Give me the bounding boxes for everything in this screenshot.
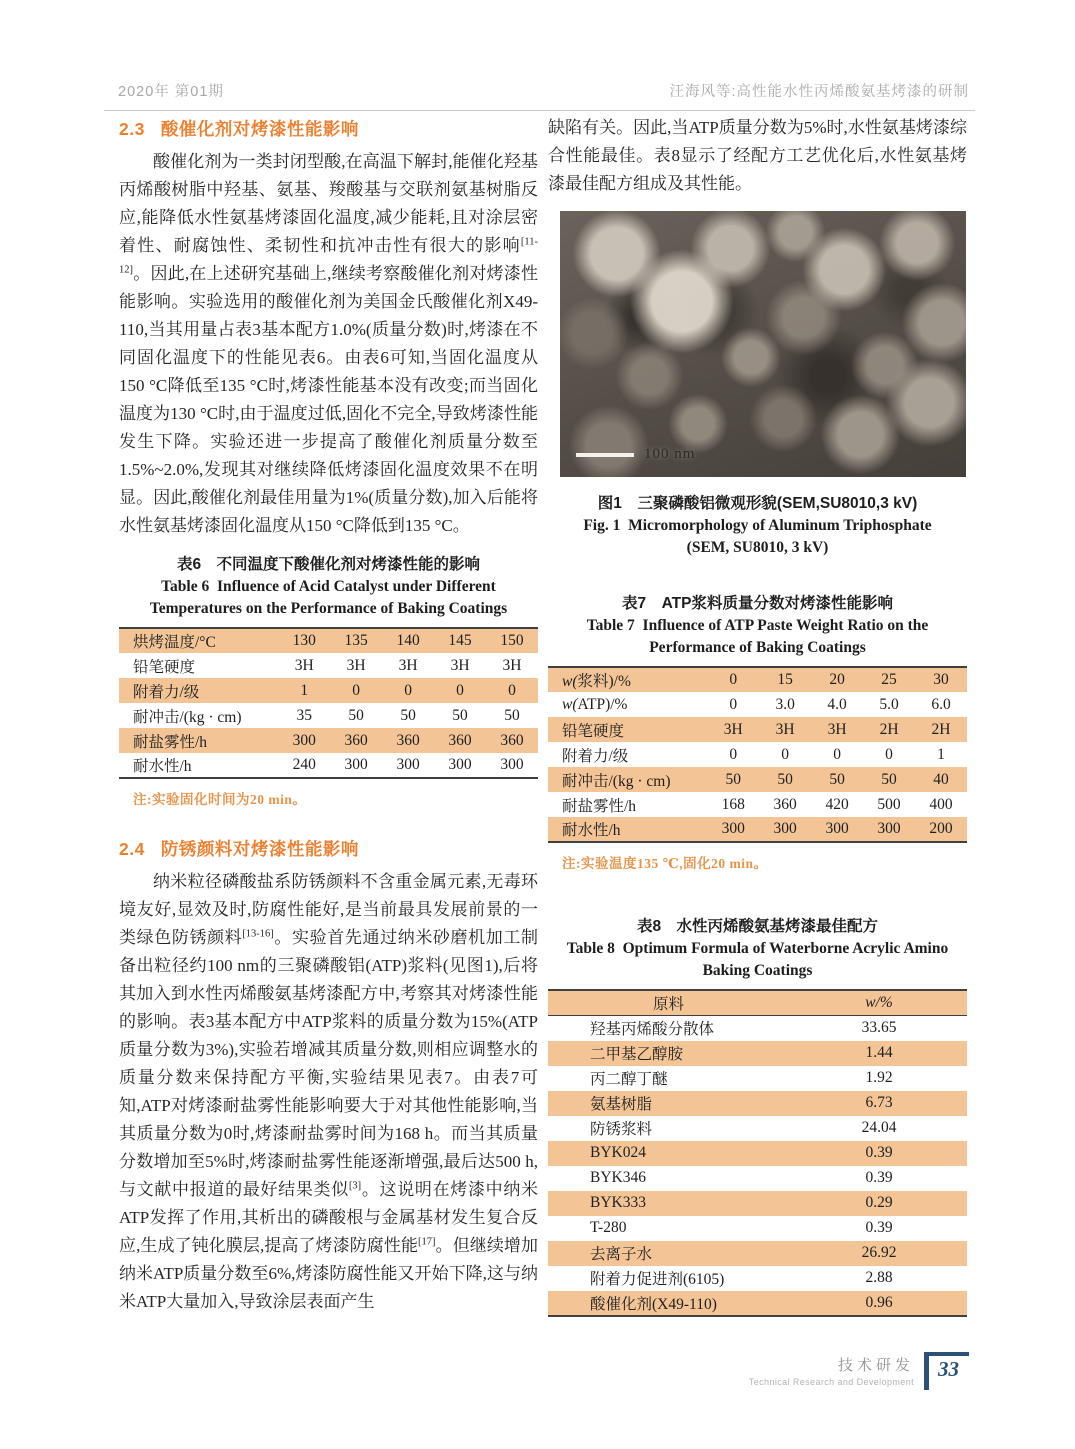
cell-value: 300: [721, 820, 745, 837]
row-label: 耐水性/h: [562, 822, 621, 839]
cell-value: 50: [881, 770, 897, 788]
cell-value: 1.92: [865, 1069, 893, 1086]
cell-value: 3H: [827, 720, 847, 738]
cell-value: 24.04: [861, 1119, 897, 1136]
citation-superscript: [17]: [418, 1236, 436, 1248]
table-row: [548, 1216, 967, 1241]
cell-value: 4.0: [827, 695, 847, 713]
table6-caption-en-line2: Temperatures on the Performance of Baking Coatings: [149, 600, 508, 617]
table-row: [548, 1191, 967, 1216]
table8-caption-zh: 表8 水性丙烯酸氨基烤漆最佳配方: [636, 918, 879, 935]
row-label: 耐冲击/(kg · cm): [562, 772, 671, 790]
cell-value: 3.0: [775, 695, 795, 713]
cell-value: 360: [773, 795, 797, 813]
footer-label-en: Technical Research and Development: [748, 1377, 914, 1387]
cell-value: 0: [456, 681, 464, 699]
table6-caption-zh: 表6 不同温度下酸催化剂对烤漆性能的影响: [176, 556, 481, 573]
cell-value: 3H: [723, 720, 743, 738]
cell-value: 3H: [775, 720, 795, 738]
cell-value: 20: [829, 671, 845, 688]
footer-labels: [749, 1352, 914, 1387]
cell-value: 360: [344, 731, 368, 749]
row-label: 耐盐雾性/h: [133, 733, 208, 751]
row-label: 耐盐雾性/h: [562, 797, 637, 815]
cell-value: 5.0: [879, 695, 899, 713]
section-number: 2.3: [119, 119, 145, 139]
citation-superscript: [3]: [348, 1180, 362, 1192]
cell-value: 300: [500, 756, 524, 773]
table7-caption-en-line2: Performance of Baking Coatings: [649, 639, 866, 656]
table-row: [548, 692, 967, 717]
table-row: [119, 703, 538, 728]
row-label: 附着力促进剂(6105): [590, 1271, 725, 1288]
row-label: BYK346: [590, 1169, 646, 1186]
scale-bar-label: 100 nm: [644, 446, 696, 462]
table8-caption-en-line1: Table 8 Optimum Formula of Waterborne Acrylic Amino: [566, 940, 949, 957]
cell-value: 0: [729, 745, 738, 763]
row-label: 耐冲击/(kg · cm): [133, 708, 242, 726]
cell-value: 3H: [398, 656, 418, 674]
row-label: w(浆料)/%: [562, 673, 631, 690]
row-label: 酸催化剂(X49-110): [590, 1295, 717, 1313]
cell-value: 200: [929, 820, 953, 837]
table-row: [548, 667, 967, 692]
cell-value: 40: [933, 770, 949, 788]
table-header-row: [548, 990, 967, 1016]
cell-value: 150: [500, 632, 524, 649]
cell-value: 30: [933, 671, 949, 688]
table8: [548, 989, 967, 1317]
table-row: [548, 1041, 967, 1066]
cell-value: 50: [504, 706, 520, 724]
cell-value: 3H: [346, 656, 366, 674]
table-row: [119, 678, 538, 703]
cell-value: 26.92: [861, 1244, 897, 1261]
sem-scale-bar: [576, 446, 695, 463]
cell-value: 300: [877, 820, 901, 837]
row-label: 耐水性/h: [133, 758, 192, 775]
cell-value: 2.88: [865, 1269, 893, 1286]
cell-value: 3H: [450, 656, 470, 674]
cell-value: 300: [448, 756, 472, 773]
table-row: [548, 767, 967, 792]
table6-note: 注:实验固化时间为20 min。: [133, 792, 307, 807]
cell-value: 135: [344, 632, 368, 649]
cell-value: 360: [396, 731, 420, 749]
table7-caption-en-line1: Table 7 Influence of ATP Paste Weight Ratio on the: [586, 617, 929, 634]
table-row: [548, 1066, 967, 1091]
cell-value: 0: [729, 695, 738, 713]
table-row: [548, 1241, 967, 1266]
row-label: 烘烤温度/°C: [133, 634, 216, 651]
table8-caption-en-line2: Baking Coatings: [702, 962, 813, 979]
cell-value: 140: [396, 632, 420, 649]
cell-value: 50: [829, 770, 845, 788]
cell-value: 360: [448, 731, 472, 749]
section-2-3-heading: [119, 116, 538, 142]
cell-value: 0: [729, 671, 738, 688]
citation-superscript: [13-16]: [242, 928, 274, 940]
cell-value: 400: [929, 795, 953, 813]
sem-image: [560, 211, 966, 477]
header-rule: [104, 110, 975, 111]
cell-value: 300: [773, 820, 797, 837]
row-label: 铅笔硬度: [133, 658, 196, 676]
figure1-caption-en-line1: Fig. 1 Micromorphology of Aluminum Triphosphate: [583, 517, 932, 534]
row-label: 附着力/级: [562, 747, 629, 765]
cell-value: 1.44: [865, 1044, 893, 1061]
section-2-3-paragraph: 酸催化剂为一类封闭型酸,在高温下解封,能催化羟基丙烯酸树脂中羟基、氨基、羧酸基与交联剂氨基树脂反应,能降低水性氨基烤漆固化温度,减少能耗,且对涂层密着性、耐腐蚀性、柔韧性和抗冲击性有很大的影响[11-12]。因此,在上述研究基础上,继续考察酸催化剂对烤漆性能影响。实验选用的酸催化剂为美国金氏酸催化剂X49-110,当其用量占表3基本配方1.0%(质量分数)时,烤漆在不同固化温度下的性能见表6。由表6可知,当固化温度从150 °C降低至135 °C时,烤漆性能基本没有改变;而当固化温度为130 °C时,由于温度过低,固化不完全,导致烤漆性能发生下降。实验还进一步提高了酸催化剂质量分数至1.5%~2.0%,发现其对继续降低烤漆固化温度效果不在明显。因此,酸催化剂最佳用量为1%(质量分数),加入后能将水性氨基烤漆固化温度从150 °C降低到135 °C。: [119, 152, 538, 535]
row-label: BYK024: [590, 1144, 646, 1161]
cell-value: 50: [348, 706, 364, 724]
section-2-4-heading: [119, 836, 538, 862]
table-row: [548, 1016, 967, 1041]
row-label: 原料: [548, 990, 791, 1016]
table-row: [548, 1116, 967, 1141]
table6: [119, 627, 538, 779]
figure1-caption-en-line2: (SEM, SU8010, 3 kV): [686, 539, 829, 556]
cell-value: 0: [352, 681, 361, 699]
table-row: [548, 1266, 967, 1291]
cell-value: 300: [396, 756, 420, 773]
cell-value: 500: [877, 795, 901, 813]
row-label: 附着力/级: [133, 683, 200, 701]
cell-value: 50: [777, 770, 793, 788]
table-row: [119, 653, 538, 678]
cell-value: 0: [508, 681, 516, 699]
footer-label-zh: 技术研发: [837, 1357, 914, 1374]
cell-value: w/%: [791, 990, 967, 1016]
cell-value: 420: [825, 795, 849, 813]
cell-value: 0.39: [865, 1144, 893, 1161]
table-row: [119, 728, 538, 753]
cell-value: 130: [292, 632, 316, 649]
cell-value: 0.39: [865, 1169, 893, 1186]
row-label: w(ATP)/%: [562, 695, 628, 713]
cell-value: 0: [885, 745, 893, 763]
cell-value: 0.96: [865, 1293, 893, 1311]
section-title: 酸催化剂对烤漆性能影响: [160, 119, 359, 139]
citation-superscript: [11-12]: [119, 236, 538, 276]
cell-value: 15: [777, 671, 793, 688]
table-row: [548, 792, 967, 817]
page-number: 33: [924, 1352, 969, 1390]
cell-value: 3H: [502, 656, 522, 674]
page-footer: [749, 1352, 969, 1390]
row-label: 羟基丙烯酸分散体: [590, 1021, 715, 1039]
continuation-paragraph: 缺陷有关。因此,当ATP质量分数为5%时,水性氨基烤漆综合性能最佳。表8显示了经配方工艺优化后,水性氨基烤漆最佳配方组成及其性能。: [548, 118, 967, 193]
table-row: [548, 817, 967, 842]
figure1-caption-zh: 图1 三聚磷酸铝微观形貌(SEM,SU8010,3 kV): [597, 495, 918, 512]
cell-value: 3H: [294, 656, 314, 674]
page-header: [118, 80, 969, 101]
table-row: [119, 628, 538, 653]
cell-value: 300: [825, 820, 849, 837]
cell-value: 0.29: [865, 1194, 893, 1211]
table-row: [548, 742, 967, 767]
cell-value: 33.65: [861, 1019, 897, 1037]
table7-note: 注:实验温度135 ℃,固化20 min。: [562, 856, 768, 871]
row-label: 防锈浆料: [590, 1121, 653, 1138]
table-row: [548, 717, 967, 742]
cell-value: 25: [881, 671, 897, 688]
header-running-title: 汪海风等:高性能水性丙烯酸氨基烤漆的研制: [669, 84, 969, 100]
table7-caption-zh: 表7 ATP浆料质量分数对烤漆性能影响: [622, 595, 893, 612]
table6-caption-en-line1: Table 6 Influence of Acid Catalyst under Different: [161, 578, 496, 595]
table-row: [548, 1291, 967, 1316]
cell-value: 35: [296, 706, 312, 724]
table-row: [548, 1141, 967, 1166]
table7: [548, 666, 967, 843]
cell-value: 0: [833, 745, 841, 763]
cell-value: 0.39: [865, 1219, 893, 1236]
cell-value: 2H: [879, 720, 899, 738]
row-label: 二甲基乙醇胺: [590, 1046, 684, 1063]
table-row: [119, 753, 538, 778]
cell-value: 50: [725, 770, 741, 788]
right-column: [548, 114, 967, 1317]
cell-value: 6.0: [931, 695, 951, 713]
cell-value: 2H: [931, 720, 951, 738]
row-label: 铅笔硬度: [562, 722, 625, 740]
cell-value: 50: [400, 706, 416, 724]
section-2-4-paragraph: 纳米粒径磷酸盐系防锈颜料不含重金属元素,无毒环境友好,显效及时,防腐性能好,是当前最具发展前景的一类绿色防锈颜料[13-16]。实验首先通过纳米砂磨机加工制备出粒径约100 nm的三聚磷酸铝(ATP)浆料(见图1),后将其加入到水性丙烯酸氨基烤漆配方中,考察其对烤漆性能的影响。表3基本配方中ATP浆料的质量分数为15%(ATP质量分数为3%),实验若增减其质量分数,则相应调整水的质量分数来保持配方平衡,实验结果见表7。由表7可知,ATP对烤漆耐盐雾性能影响要大于对其他性能影响,当其质量分数为0时,烤漆耐盐雾时间为168 h。而当其质量分数增加至5%时,烤漆耐盐雾性能逐渐增强,最后达500 h,与文献中报道的最好结果类似[3]。这说明在烤漆中纳米ATP发挥了作用,其析出的磷酸根与金属基材发生复合反应,生成了钝化膜层,提高了烤漆防腐性能[17]。但继续增加纳米ATP质量分数至6%,烤漆防腐性能又开始下降,这与纳米ATP大量加入,导致涂层表面产生: [119, 872, 539, 1311]
cell-value: 360: [500, 731, 524, 749]
cell-value: 168: [721, 795, 745, 813]
cell-value: 300: [344, 756, 368, 773]
cell-value: 300: [292, 731, 316, 749]
section-title: 防锈颜料对烤漆性能影响: [160, 839, 359, 859]
cell-value: 50: [452, 706, 468, 724]
row-label: T-280: [590, 1219, 627, 1236]
cell-value: 6.73: [865, 1094, 893, 1111]
row-label: 丙二醇丁醚: [590, 1071, 668, 1088]
cell-value: 240: [292, 756, 316, 773]
section-number: 2.4: [119, 839, 145, 859]
table-row: [548, 1166, 967, 1191]
row-label: 去离子水: [590, 1246, 653, 1263]
table-row: [548, 1091, 967, 1116]
row-label: BYK333: [590, 1194, 646, 1211]
row-label: 氨基树脂: [590, 1096, 653, 1113]
scale-bar-line: [576, 453, 634, 457]
cell-value: 145: [448, 632, 472, 649]
cell-value: 0: [781, 745, 790, 763]
cell-value: 1: [300, 681, 309, 699]
left-column: [119, 116, 538, 1316]
cell-value: 0: [404, 681, 412, 699]
header-issue: 2020年 第01期: [118, 84, 224, 100]
cell-value: 1: [937, 745, 945, 763]
